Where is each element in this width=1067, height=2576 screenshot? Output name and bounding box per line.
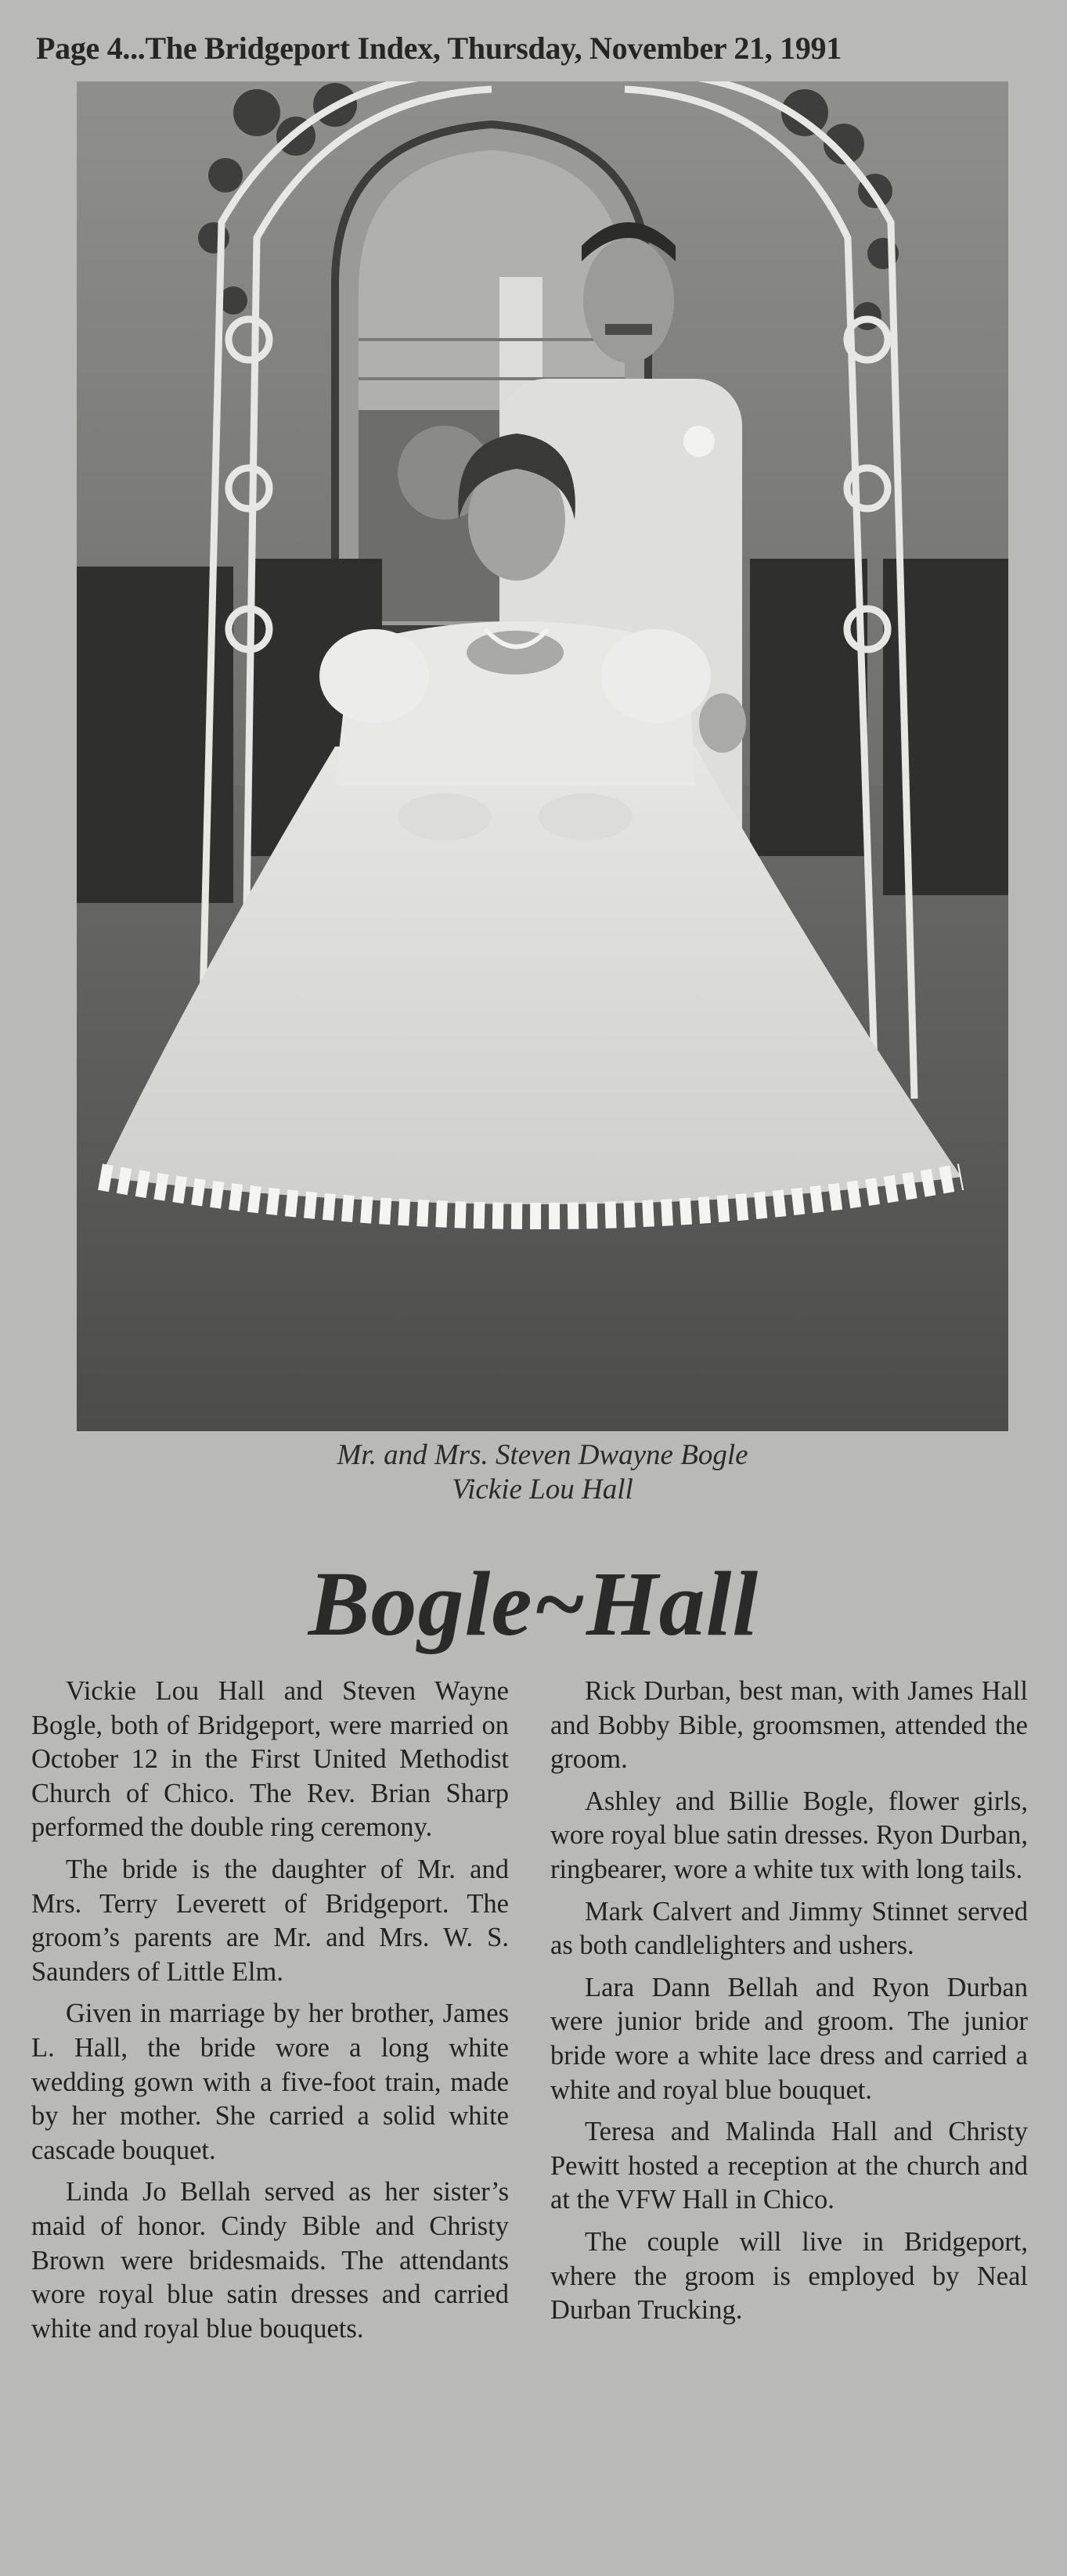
article-column-left	[31, 1675, 509, 2354]
article-headline: Bogle~Hall	[308, 1552, 759, 1655]
paragraph: Vickie Lou Hall and Steven Wayne Bogle, both of Bridgeport, were married on October 12 in the First United Methodist Church of Chico. The Rev. Brian Sharp performed the double ring ceremony.	[31, 1676, 509, 1843]
paragraph: Mark Calvert and Jimmy Stinnet served as both candlelighters and ushers.	[550, 1896, 1028, 1961]
paragraph: The bride is the daughter of Mr. and Mrs. Terry Leverett of Bridgeport. The groom’s parents are Mr. and Mrs. W. S. Saunders of Little Elm.	[31, 1854, 509, 1987]
paragraph: Linda Jo Bellah served as her sister’s maid of honor. Cindy Bible and Christy Brown were bridesmaids. The attendants wore royal blue satin dresses and carried white and royal blue bouquets.	[31, 2177, 509, 2344]
article-column-right	[550, 1675, 1028, 2336]
paragraph: Ashley and Billie Bogle, flower girls, wore royal blue satin dresses. Ryon Durban, ringbearer, wore a white tux with long tails.	[550, 1786, 1028, 1884]
paragraph: Teresa and Malinda Hall and Christy Pewitt hosted a reception at the church and at the VFW Hall in Chico.	[550, 2117, 1028, 2215]
paragraph: Rick Durban, best man, with James Hall and Bobby Bible, groomsmen, attended the groom.	[550, 1676, 1028, 1775]
paragraph: Given in marriage by her brother, James L. Hall, the bride wore a long white wedding gown with a five-foot train, made by her mother. She carried a solid white cascade bouquet.	[31, 1999, 509, 2165]
paragraph: The couple will live in Bridgeport, where the groom is employed by Neal Durban Trucking.	[550, 2226, 1028, 2326]
page-folio: Page 4...The Bridgeport Index, Thursday, November 21, 1991	[36, 31, 842, 66]
photo-caption	[77, 1438, 1008, 1507]
caption-line-maiden-name: Vickie Lou Hall	[452, 1473, 633, 1506]
photo-illustration	[77, 81, 1008, 1431]
wedding-portrait-photo	[77, 81, 1008, 1431]
paragraph: Lara Dann Bellah and Ryon Durban were junior bride and groom. The junior bride wore a white lace dress and carried a white and royal blue bouquet.	[550, 1972, 1028, 2105]
caption-line-names: Mr. and Mrs. Steven Dwayne Bogle	[337, 1439, 748, 1471]
